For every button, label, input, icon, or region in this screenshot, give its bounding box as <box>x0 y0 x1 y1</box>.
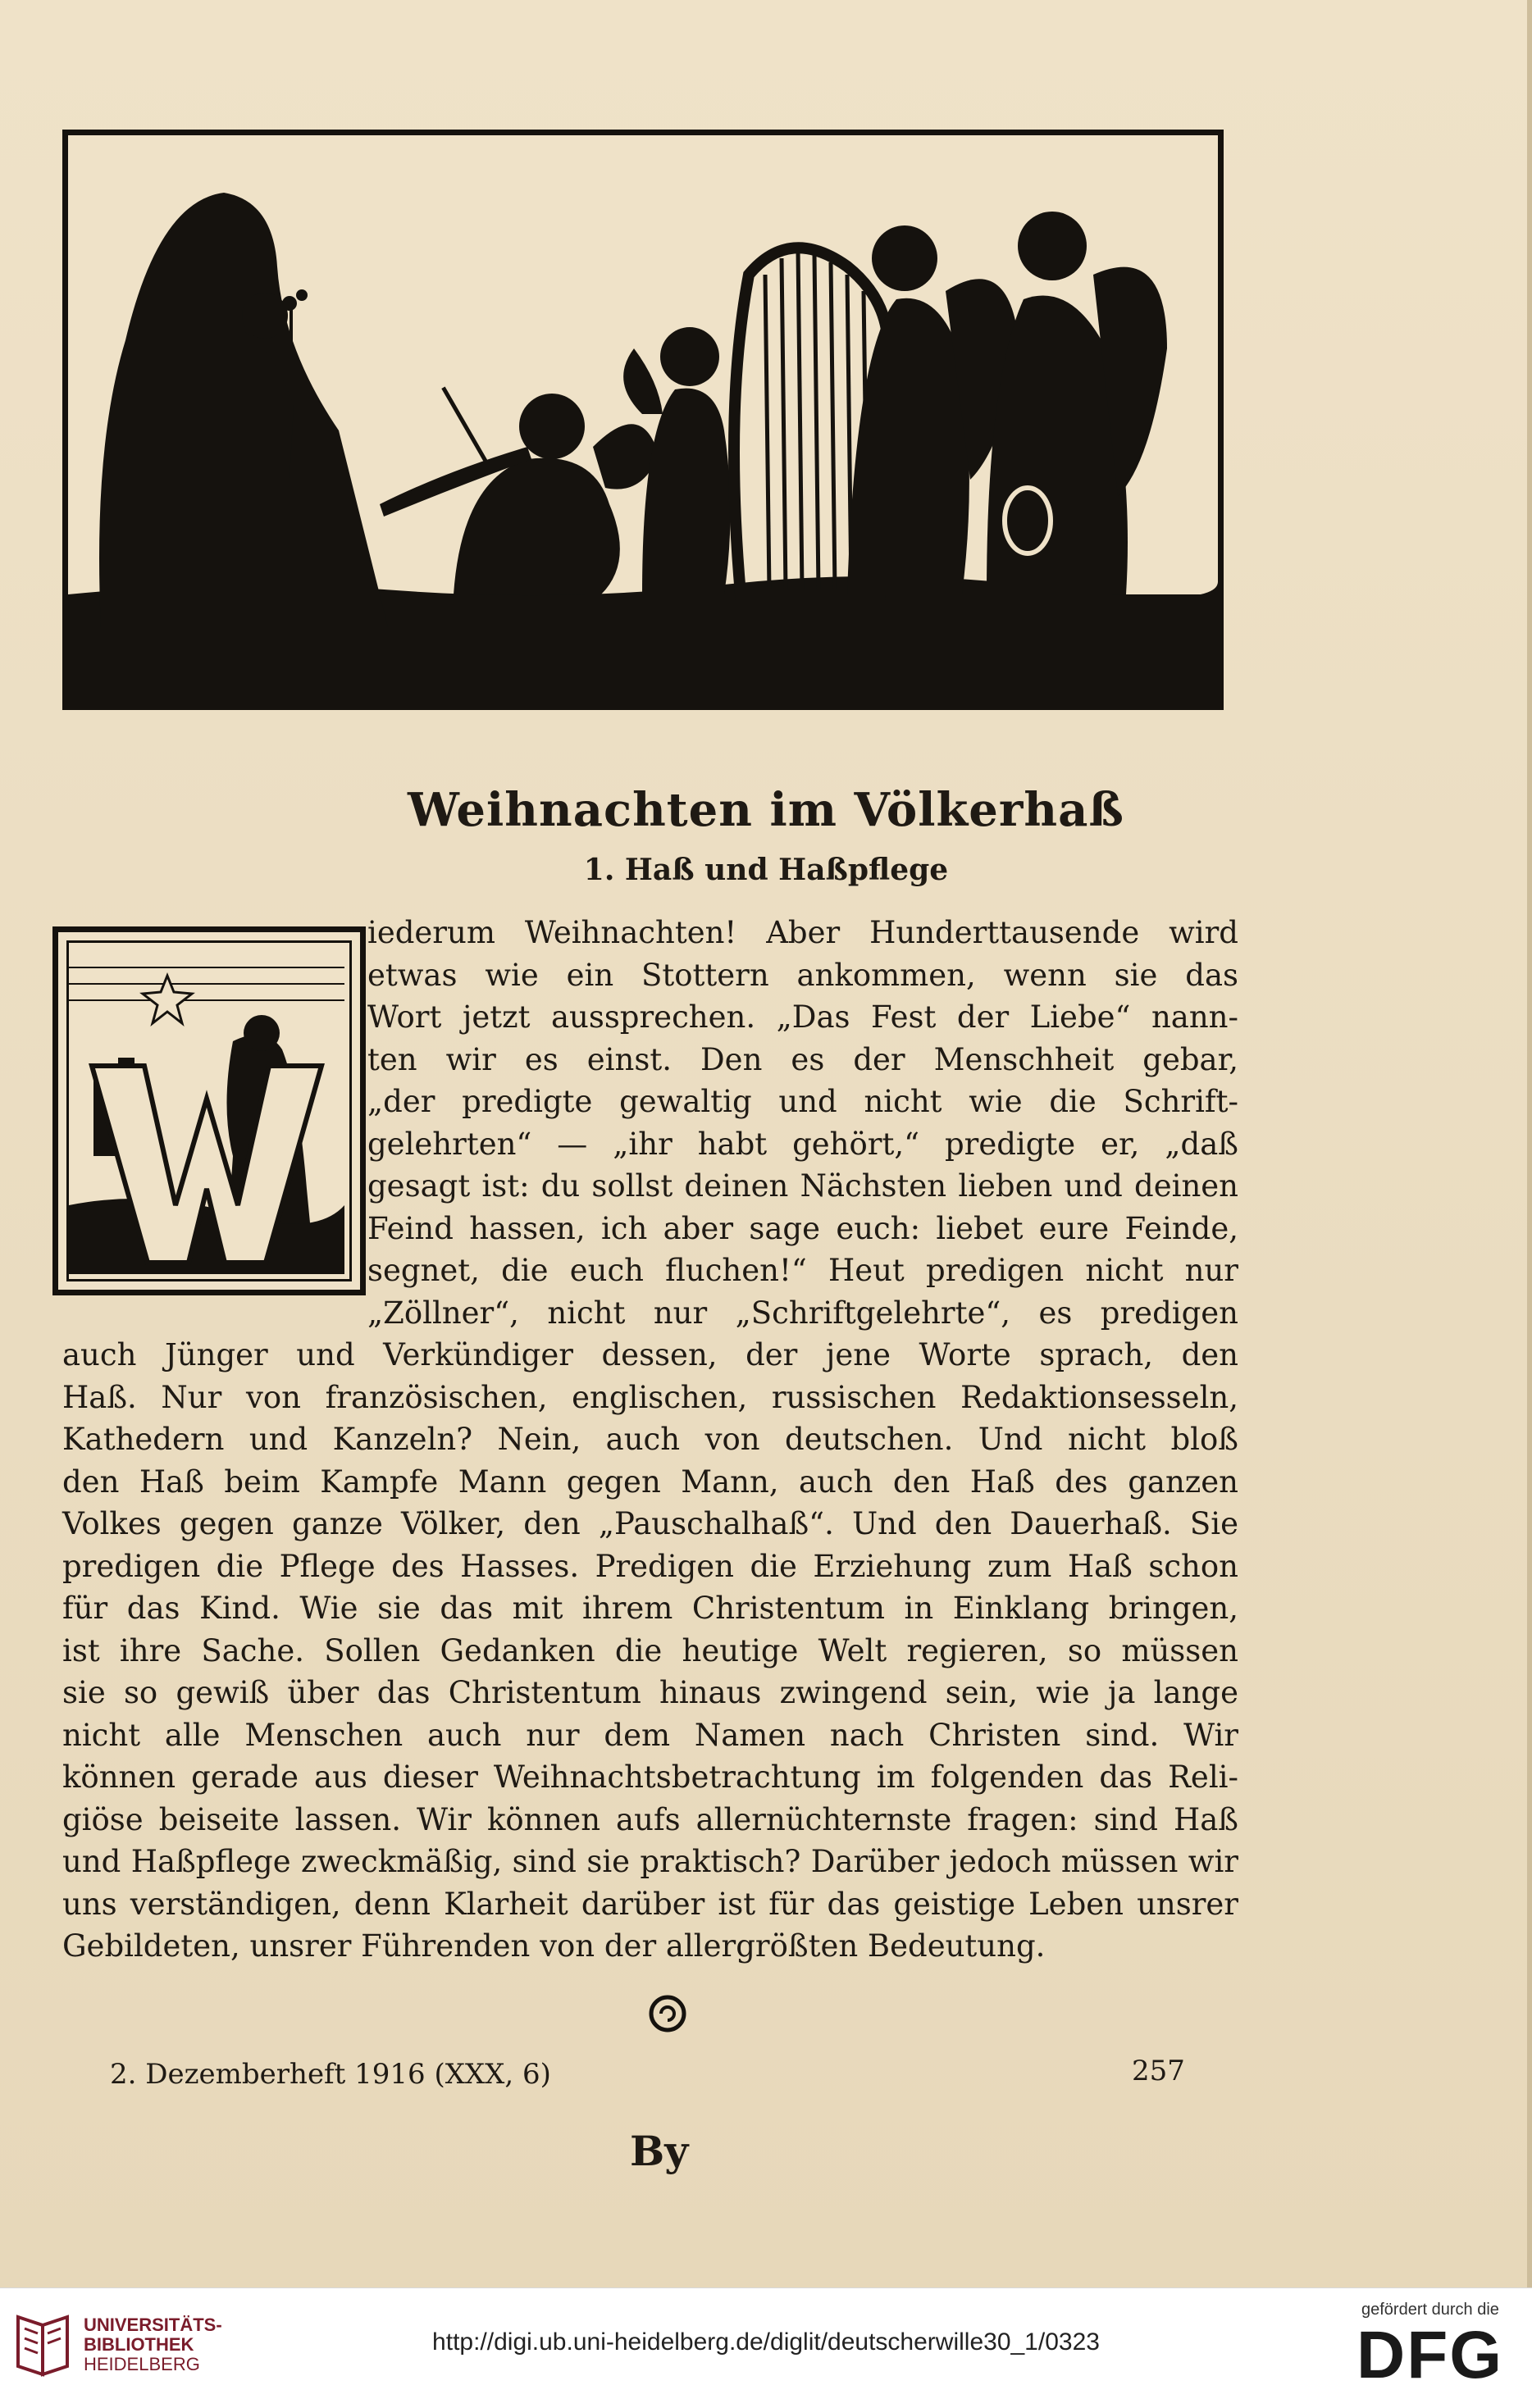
article-subtitle: 1. Haß und Haßpflege <box>583 853 949 887</box>
text-line: und Haßpflege zweckmäßig, sind sie praktisch? Darüber jedoch müssen wir <box>62 1844 1238 1879</box>
spiral-ornament-icon <box>648 1994 687 2033</box>
issue-line: 2. Dezemberheft 1916 (XXX, 6) <box>110 2058 551 2091</box>
page-number: 257 <box>1132 2055 1185 2087</box>
text-line: gesagt ist: du sollst deinen Nächsten lieben und deinen <box>367 1168 1238 1204</box>
article-body <box>62 912 1238 1968</box>
page-edge <box>1527 0 1532 2287</box>
text-line: Kathedern und Kanzeln? Nein, auch von deutschen. Und nicht bloß <box>62 1422 1238 1457</box>
text-line: ten wir es einst. Den es der Menschheit gebar, <box>367 1041 1238 1077</box>
text-line: können gerade aus dieser Weihnachtsbetrachtung im folgenden das Reli- <box>62 1759 1238 1795</box>
text-line: Gebildeten, unsrer Führenden von der allergrößten Bedeutung. <box>62 1928 1046 1964</box>
page-url-link[interactable]: http://digi.ub.uni-heidelberg.de/diglit/deutscherwille30_1/0323 <box>432 2328 1100 2356</box>
text-line: „Zöllner“, nicht nur „Schriftgelehrte“, es predigen <box>367 1295 1238 1331</box>
text-line: ist ihre Sache. Sollen Gedanken die heutige Welt regieren, so müssen <box>62 1632 1238 1668</box>
text-line: den Haß beim Kampfe Mann gegen Mann, auch den Haß des ganzen <box>62 1463 1238 1500</box>
text-line: für das Kind. Wie sie das mit ihrem Christentum in Einklang bringen, <box>62 1591 1238 1626</box>
text-line: „der predigte gewaltig und nicht wie die Schrift- <box>367 1084 1238 1119</box>
text-line: giöse beiseite lassen. Wir können aufs allernüchternste fragen: sind Haß <box>62 1801 1238 1837</box>
text-line: Volkes gegen ganze Völker, den „Pauschalhaß“. Und den Dauerhaß. Sie <box>62 1506 1238 1541</box>
text-line: gelehrten“ — „ihr habt gehört,“ predigte er, „daß <box>367 1126 1238 1162</box>
text-line: segnet, die euch fluchen!“ Heut predigen nicht nur <box>367 1253 1238 1288</box>
text-line: predigen die Pflege des Hasses. Predigen die Erziehung zum Haß schon <box>62 1548 1238 1584</box>
text-line: Haß. Nur von französischen, englischen, russischen Redaktionsesseln, <box>62 1379 1238 1415</box>
text-line: etwas wie ein Stottern ankommen, wenn sie das <box>367 957 1238 993</box>
text-line: nicht alle Menschen auch nur dem Namen nach Christen sind. Wir <box>62 1717 1238 1753</box>
dfg-logo[interactable]: DFG <box>1356 2318 1504 2392</box>
funding-note: gefördert durch die <box>1361 2301 1499 2319</box>
library-name-line: UNIVERSITÄTS- <box>84 2315 222 2335</box>
text-line: iederum Weihnachten! Aber Hunderttausende wird <box>367 915 1238 950</box>
christmas-silhouette-illustration <box>62 130 1224 710</box>
article-title: Weihnachten im Völkerhaß <box>408 783 1124 837</box>
text-line: auch Jünger und Verkündiger dessen, der jene Worte sprach, den <box>62 1337 1238 1372</box>
text-line: Feind hassen, ich aber sage euch: liebet eure Feinde, <box>367 1210 1238 1246</box>
text-line: Wort jetzt aussprechen. „Das Fest der Liebe“ nann- <box>367 999 1238 1035</box>
library-name-line: HEIDELBERG <box>84 2354 200 2374</box>
text-line: sie so gewiß über das Christentum hinaus zwingend sein, wie ja lange <box>62 1675 1238 1710</box>
signature-mark: By <box>630 2127 689 2175</box>
library-name-line: BIBLIOTHEK <box>84 2334 194 2355</box>
text-line: uns verständigen, denn Klarheit darüber ist für das geistige Leben unsrer <box>62 1886 1238 1922</box>
